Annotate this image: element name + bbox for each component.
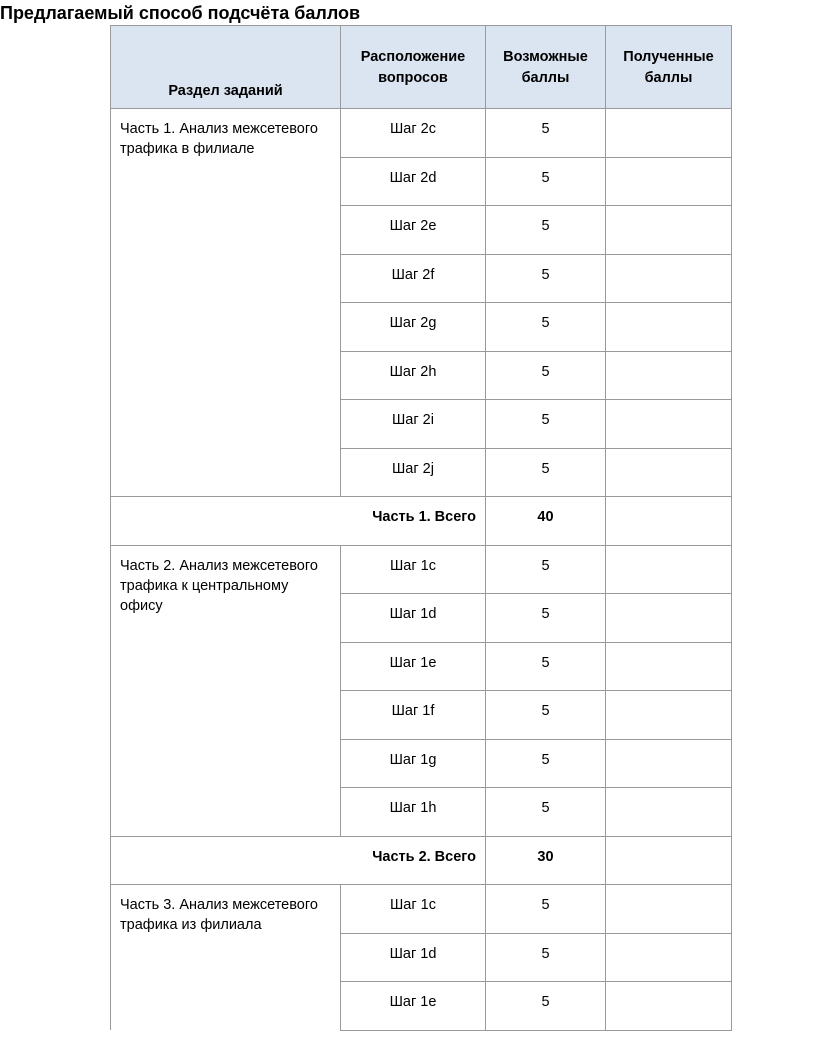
- step-cell: Шаг 2d: [341, 157, 486, 206]
- points-cell: 5: [486, 206, 606, 255]
- step-cell: Шаг 2e: [341, 206, 486, 255]
- points-cell: 5: [486, 933, 606, 982]
- points-cell: 5: [486, 545, 606, 594]
- step-cell: Шаг 2c: [341, 109, 486, 158]
- part-3-name: Часть 3. Анализ межсетевого трафика из филиала: [111, 885, 341, 1031]
- step-cell: Шаг 1c: [341, 545, 486, 594]
- earned-cell[interactable]: [606, 982, 732, 1031]
- total-row: [111, 836, 732, 885]
- table-row: [111, 545, 732, 594]
- points-cell: 5: [486, 157, 606, 206]
- earned-cell[interactable]: [606, 739, 732, 788]
- step-cell: Шаг 1e: [341, 982, 486, 1031]
- earned-cell[interactable]: [606, 303, 732, 352]
- step-cell: Шаг 1g: [341, 739, 486, 788]
- points-cell: 5: [486, 109, 606, 158]
- earned-cell[interactable]: [606, 400, 732, 449]
- total-row: [111, 497, 732, 546]
- points-cell: 5: [486, 303, 606, 352]
- step-cell: Шаг 2i: [341, 400, 486, 449]
- step-cell: Шаг 1h: [341, 788, 486, 837]
- earned-cell[interactable]: [606, 788, 732, 837]
- earned-cell[interactable]: [606, 497, 732, 546]
- step-cell: Шаг 1d: [341, 933, 486, 982]
- earned-cell[interactable]: [606, 545, 732, 594]
- points-cell: 5: [486, 642, 606, 691]
- points-cell: 5: [486, 400, 606, 449]
- step-cell: Шаг 2j: [341, 448, 486, 497]
- step-cell: Шаг 2g: [341, 303, 486, 352]
- points-cell: 5: [486, 982, 606, 1031]
- points-cell: 5: [486, 448, 606, 497]
- earned-cell[interactable]: [606, 885, 732, 934]
- earned-cell[interactable]: [606, 254, 732, 303]
- points-cell: 5: [486, 691, 606, 740]
- earned-cell[interactable]: [606, 691, 732, 740]
- step-cell: Шаг 2f: [341, 254, 486, 303]
- part-2-name: Часть 2. Анализ межсетевого трафика к центральному офису: [111, 545, 341, 836]
- earned-cell[interactable]: [606, 206, 732, 255]
- points-cell: 5: [486, 739, 606, 788]
- header-earned: Полученные баллы: [606, 26, 732, 109]
- points-cell: 5: [486, 788, 606, 837]
- earned-cell[interactable]: [606, 351, 732, 400]
- earned-cell[interactable]: [606, 109, 732, 158]
- step-cell: Шаг 1d: [341, 594, 486, 643]
- step-cell: Шаг 2h: [341, 351, 486, 400]
- part-1-total-points: 40: [486, 497, 606, 546]
- earned-cell[interactable]: [606, 594, 732, 643]
- earned-cell[interactable]: [606, 642, 732, 691]
- earned-cell[interactable]: [606, 933, 732, 982]
- header-location: Расположение вопросов: [341, 26, 486, 109]
- points-cell: 5: [486, 885, 606, 934]
- header-section: Раздел заданий: [111, 26, 341, 109]
- points-cell: 5: [486, 594, 606, 643]
- step-cell: Шаг 1e: [341, 642, 486, 691]
- table-row: [111, 109, 732, 158]
- scoring-table: [110, 25, 732, 1031]
- header-possible: Возможные баллы: [486, 26, 606, 109]
- earned-cell[interactable]: [606, 448, 732, 497]
- part-1-name: Часть 1. Анализ межсетевого трафика в филиале: [111, 109, 341, 497]
- points-cell: 5: [486, 254, 606, 303]
- earned-cell[interactable]: [606, 157, 732, 206]
- part-1-total-label: Часть 1. Всего: [111, 497, 486, 546]
- part-2-total-label: Часть 2. Всего: [111, 836, 486, 885]
- earned-cell[interactable]: [606, 836, 732, 885]
- page-title: Предлагаемый способ подсчёта баллов: [0, 3, 361, 23]
- header-row: [111, 26, 732, 109]
- step-cell: Шаг 1c: [341, 885, 486, 934]
- step-cell: Шаг 1f: [341, 691, 486, 740]
- part-2-total-points: 30: [486, 836, 606, 885]
- table-row: [111, 885, 732, 934]
- points-cell: 5: [486, 351, 606, 400]
